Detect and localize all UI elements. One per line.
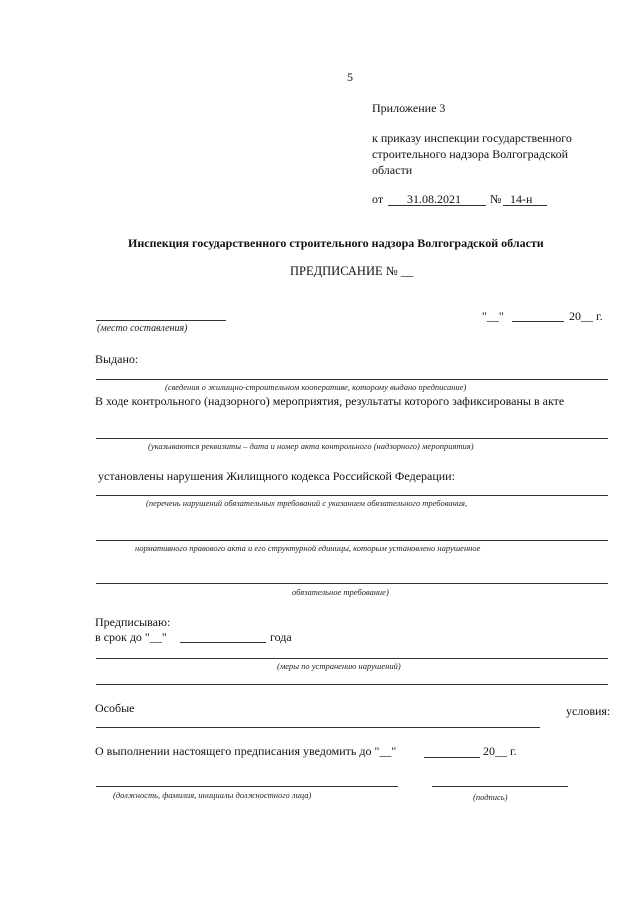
official-line bbox=[96, 786, 398, 787]
date-month-line bbox=[512, 321, 564, 322]
notify-text: О выполнении настоящего предписания уведомить до "__" bbox=[95, 744, 397, 758]
appendix-number-prefix: № bbox=[490, 192, 502, 206]
control-line bbox=[96, 438, 608, 439]
appendix-date-value: 31.08.2021 bbox=[407, 192, 461, 206]
prescribe-label: Предписываю: bbox=[95, 615, 171, 629]
appendix-number-value: 14-н bbox=[510, 192, 533, 206]
notify-year: 20__ г. bbox=[483, 744, 517, 758]
violations-caption-2: нормативного правового акта и его структурной единицы, которым установлено нарушенное bbox=[135, 543, 481, 553]
special-conditions-left: Особые bbox=[95, 701, 135, 715]
date-year-fill: 20__ г. bbox=[569, 309, 603, 323]
measures-line bbox=[96, 658, 608, 659]
violations-text: установлены нарушения Жилищного кодекса Российской Федерации: bbox=[98, 469, 455, 483]
appendix-date-underline bbox=[388, 205, 486, 206]
signature-line bbox=[432, 786, 568, 787]
issued-caption: (сведения о жилищно-строительном кооперативе, которому выдано предписание) bbox=[165, 382, 467, 392]
page-number: 5 bbox=[347, 70, 353, 84]
deadline-line bbox=[180, 642, 266, 643]
appendix-order-line-3: области bbox=[372, 163, 413, 177]
appendix-order-line-2: строительного надзора Волгоградской bbox=[372, 147, 568, 161]
deadline-prefix: в срок до "__" bbox=[95, 630, 167, 644]
issued-line bbox=[96, 379, 608, 380]
violations-caption-3: обязательное требование) bbox=[292, 587, 389, 597]
place-line bbox=[96, 320, 226, 321]
appendix-order-line-1: к приказу инспекции государственного bbox=[372, 131, 572, 145]
special-conditions-right: условия: bbox=[566, 704, 611, 718]
notify-month-line bbox=[424, 757, 480, 758]
special-conditions-line bbox=[96, 727, 540, 728]
signature-caption: (подпись) bbox=[473, 792, 508, 802]
control-text: В ходе контрольного (надзорного) мероприятия, результаты которого зафиксированы в акте bbox=[95, 394, 565, 408]
measures-caption: (меры по устранению нарушений) bbox=[277, 661, 401, 671]
place-caption: (место составления) bbox=[97, 323, 188, 334]
document-title: ПРЕДПИСАНИЕ № __ bbox=[290, 264, 414, 278]
violations-line-2 bbox=[96, 540, 608, 541]
appendix-title: Приложение 3 bbox=[372, 101, 446, 115]
appendix-date-prefix: от bbox=[372, 192, 384, 206]
violations-line-3 bbox=[96, 583, 608, 584]
date-day-fill: "__" bbox=[482, 309, 504, 323]
organization-name: Инспекция государственного строительного надзора Волгоградской области bbox=[128, 236, 544, 250]
control-caption: (указываются реквизиты – дата и номер акта контрольного (надзорного) мероприятия) bbox=[148, 441, 474, 451]
issued-label: Выдано: bbox=[95, 352, 139, 366]
official-caption: (должность, фамилия, инициалы должностного лица) bbox=[113, 790, 312, 800]
measures-line-2 bbox=[96, 684, 608, 685]
violations-caption-1: (перечень нарушений обязательных требований с указанием обязательного требования, bbox=[146, 498, 468, 508]
appendix-number-underline bbox=[503, 205, 547, 206]
deadline-suffix: года bbox=[270, 630, 292, 644]
violations-line-1 bbox=[96, 495, 608, 496]
